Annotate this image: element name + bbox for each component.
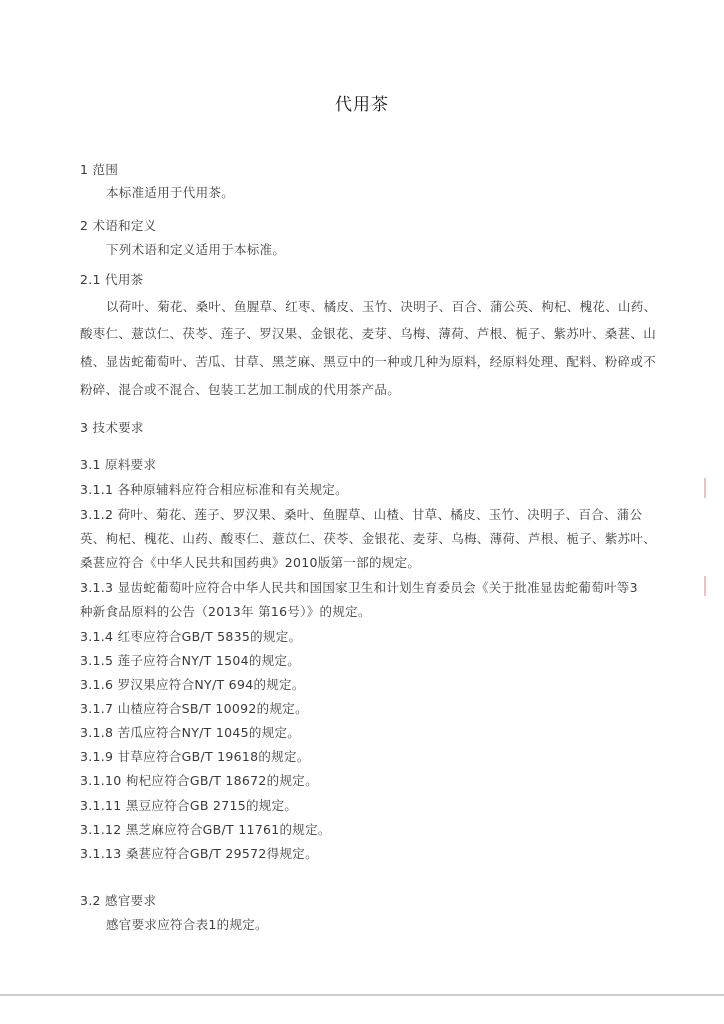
- section-2-1-heading: 2.1 代用茶: [80, 272, 144, 287]
- section-3-2-heading: 3.2 感官要求: [80, 893, 157, 908]
- clause-item: 3.1.13 桑葚应符合GB/T 29572得规定。: [80, 846, 318, 861]
- section-2-heading: 2 术语和定义: [80, 218, 157, 233]
- clause-3-1-2-line: 英、枸杞、槐花、山药、酸枣仁、薏苡仁、茯苓、金银花、麦芽、乌梅、薄荷、芦根、栀子、紫苏叶、: [80, 531, 657, 546]
- section-2-1-line: 酸枣仁、薏苡仁、茯苓、莲子、罗汉果、金银花、麦芽、乌梅、薄荷、芦根、栀子、紫苏叶、桑葚、山: [80, 326, 657, 341]
- clause-item: 3.1.6 罗汉果应符合NY/T 694的规定。: [80, 677, 305, 692]
- section-2-body: 下列术语和定义适用于本标准。: [106, 242, 286, 257]
- scan-edge-rule: [0, 994, 724, 996]
- section-1-heading: 1 范围: [80, 162, 119, 177]
- clause-3-1-3-line: 3.1.3 显齿蛇葡萄叶应符合中华人民共和国国家卫生和计划生育委员会《关于批准显齿蛇葡萄叶等3: [80, 580, 638, 595]
- page-title: 代用茶: [335, 95, 389, 115]
- clause-item: 3.1.10 枸杞应符合GB/T 18672的规定。: [80, 773, 318, 788]
- clause-item: 3.1.12 黑芝麻应符合GB/T 11761的规定。: [80, 822, 331, 837]
- section-2-1-line: 以荷叶、菊花、桑叶、鱼腥草、红枣、橘皮、玉竹、决明子、百合、蒲公英、枸杞、槐花、山药、: [106, 299, 657, 314]
- clause-3-1-2-line: 3.1.2 荷叶、菊花、莲子、罗汉果、桑叶、鱼腥草、山楂、甘草、橘皮、玉竹、决明子、百合、蒲公: [80, 507, 643, 522]
- section-2-1-line: 楂、显齿蛇葡萄叶、苦瓜、甘草、黑芝麻、黑豆中的一种或几种为原料，经原料处理、配料、粉碎或不: [80, 354, 657, 369]
- scan-margin-mark: [704, 576, 720, 596]
- scan-margin-mark: [704, 478, 720, 498]
- clause-item: 3.1.11 黑豆应符合GB 2715的规定。: [80, 798, 298, 813]
- section-2-1-line: 粉碎、混合或不混合、包装工艺加工制成的代用茶产品。: [80, 382, 401, 397]
- clause-3-1-3-line: 种新食品原料的公告（2013年 第16号）》的规定。: [80, 604, 371, 619]
- clause-item: 3.1.9 甘草应符合GB/T 19618的规定。: [80, 749, 310, 764]
- clause-item: 3.1.7 山楂应符合SB/T 10092的规定。: [80, 701, 308, 716]
- section-3-heading: 3 技术要求: [80, 420, 144, 435]
- clause-3-1-2-line: 桑葚应符合《中华人民共和国药典》2010版第一部的规定。: [80, 555, 421, 570]
- section-3-1-heading: 3.1 原料要求: [80, 457, 157, 472]
- clause-item: 3.1.5 莲子应符合NY/T 1504的规定。: [80, 653, 301, 668]
- section-1-body: 本标准适用于代用茶。: [106, 185, 235, 200]
- clause-3-1-1: 3.1.1 各种原辅料应符合相应标准和有关规定。: [80, 482, 348, 497]
- clause-item: 3.1.8 苦瓜应符合NY/T 1045的规定。: [80, 725, 301, 740]
- clause-item: 3.1.4 红枣应符合GB/T 5835的规定。: [80, 629, 302, 644]
- section-3-2-body: 感官要求应符合表1的规定。: [106, 917, 268, 932]
